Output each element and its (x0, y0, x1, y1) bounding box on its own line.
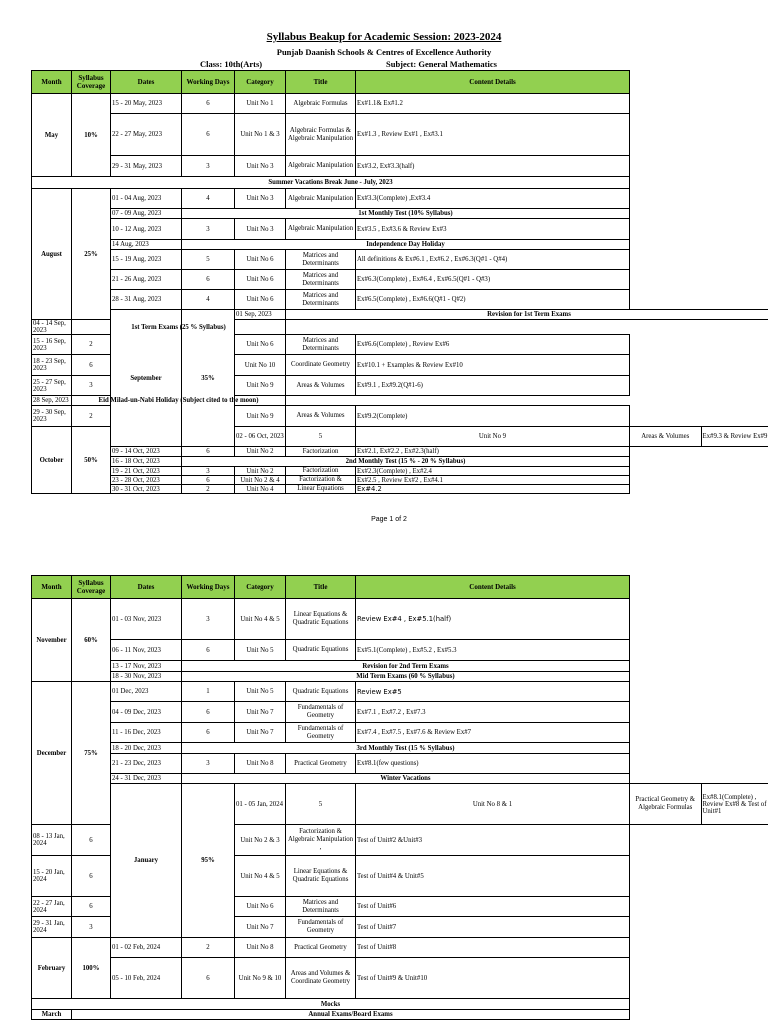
content-details-cell: Ex#3.3(Complete) ,Ex#3.4 (356, 189, 630, 209)
full-width-event-label: Summer Vacations Break June - July, 2023 (32, 177, 630, 189)
event-label: Winter Vacations (182, 774, 630, 784)
title-cell: Matrices and Determinants (286, 290, 356, 310)
page-number: Page 1 of 2 (371, 516, 407, 523)
event-row (32, 396, 768, 406)
month-cell: January (111, 784, 182, 938)
table-row (32, 189, 768, 209)
category-cell: Unit No 9 (356, 427, 630, 447)
content-details-cell: Ex#9.3 & Review Ex#9 (701, 427, 768, 447)
title-cell: Matrices and Determinants (286, 270, 356, 290)
event-label: Eid Milad-un-Nabi Holiday (Subject cited to the moon) (72, 396, 286, 406)
category-cell: Unit No 3 (235, 189, 286, 209)
content-details-cell: Ex#8.1(Complete) , Review Ex#8 & Test of Unit#1 (701, 784, 768, 825)
dates-cell: 22 - 27 Jan, 2024 (32, 897, 72, 917)
working-days-cell: 6 (182, 723, 235, 743)
month-cell: March (32, 1010, 72, 1020)
content-details-cell: Ex#2.5 , Review Ex#2 , Ex#4.1 (356, 476, 630, 485)
category-cell: Unit No 4 & 5 (235, 599, 286, 640)
dates-cell: 14 Aug, 2023 (111, 240, 182, 250)
title-cell: Factorization & (286, 476, 356, 485)
dates-cell: 18 - 30 Nov, 2023 (111, 672, 182, 682)
column-header-content-details: Content Details (356, 71, 630, 94)
dates-cell: 22 - 27 May, 2023 (111, 114, 182, 156)
event-row (32, 457, 768, 467)
dates-cell: 29 - 31 May, 2023 (111, 156, 182, 177)
event-label: 3rd Monthly Test (15 % Syllabus) (182, 743, 630, 754)
title-cell: Matrices and Determinants (286, 897, 356, 917)
dates-cell: 21 - 23 Dec, 2023 (111, 754, 182, 774)
content-details-cell: Ex#6.6(Complete) , Review Ex#6 (356, 335, 630, 355)
column-header-working-days: Working Days (182, 71, 235, 94)
content-details-cell: Test of Unit#9 & Unit#10 (356, 958, 630, 999)
column-header-title: Title (286, 71, 356, 94)
table-row (32, 447, 768, 457)
column-header-category: Category (235, 576, 286, 599)
working-days-cell: 3 (182, 754, 235, 774)
category-cell: Unit No 3 (235, 219, 286, 240)
content-details-cell: All definitions & Ex#6.1 , Ex#6.2 , Ex#6.3(Q#1 - Q#4) (356, 250, 630, 270)
category-cell: Unit No 8 & 1 (356, 784, 630, 825)
working-days-cell: 3 (72, 917, 111, 938)
category-cell: Unit No 1 & 3 (235, 114, 286, 156)
table-row (32, 702, 768, 723)
table-row (32, 640, 768, 661)
dates-cell: 06 - 11 Nov, 2023 (111, 640, 182, 661)
coverage-cell: 10% (72, 94, 111, 177)
content-details-cell: Ex#2.3(Complete) , Ex#2.4 (356, 467, 630, 476)
title-cell: Areas and Volumes & Coordinate Geometry (286, 958, 356, 999)
coverage-cell: 60% (72, 599, 111, 682)
document-subtitle: Punjab Daanish Schools & Centres of Excellence Authority (276, 47, 492, 57)
title-cell: Practical Geometry (286, 754, 356, 774)
category-cell: Unit No 2 (235, 467, 286, 476)
working-days-cell: 2 (72, 406, 111, 427)
coverage-cell: 100% (72, 938, 111, 999)
title-cell: Factorization (286, 447, 356, 457)
dates-cell: 25 - 27 Sep, 2023 (32, 376, 72, 396)
dates-cell: 16 - 18 Oct, 2023 (111, 457, 182, 467)
dates-cell: 10 - 12 Aug, 2023 (111, 219, 182, 240)
dates-cell: 15 - 16 Sep, 2023 (32, 335, 72, 355)
category-cell: Unit No 9 (235, 406, 286, 427)
dates-cell: 01 Dec, 2023 (111, 682, 182, 702)
working-days-cell: 3 (182, 599, 235, 640)
category-cell: Unit No 2 & 4 (235, 476, 286, 485)
dates-cell: 15 - 20 Jan, 2024 (32, 856, 72, 897)
title-cell: Quadratic Equations (286, 640, 356, 661)
title-cell: Fundamentals of Geometry (286, 723, 356, 743)
full-width-event-label: Mocks (32, 999, 630, 1010)
content-details-cell: Ex#8.1(few questions) (356, 754, 630, 774)
event-label: Revision for 2nd Term Exams (182, 661, 630, 672)
dates-cell: 05 - 10 Feb, 2024 (111, 958, 182, 999)
content-details-cell: Test of Unit#2 &Unit#3 (356, 825, 630, 856)
title-cell: Coordinate Geometry (286, 355, 356, 376)
table-row (32, 784, 768, 825)
column-header-dates: Dates (111, 576, 182, 599)
table-body (32, 94, 768, 494)
working-days-cell: 6 (182, 476, 235, 485)
title-cell: Areas & Volumes (630, 427, 702, 447)
event-row (32, 661, 768, 672)
month-cell: February (32, 938, 72, 999)
category-cell: Unit No 7 (235, 723, 286, 743)
dates-cell: 24 - 31 Dec, 2023 (111, 774, 182, 784)
dates-cell: 13 - 17 Nov, 2023 (111, 661, 182, 672)
syllabus-table-page-1 (31, 70, 768, 494)
event-row (32, 743, 768, 754)
working-days-cell: 3 (182, 219, 235, 240)
table-row (32, 250, 768, 270)
working-days-cell: 4 (182, 189, 235, 209)
category-cell: Unit No 4 (235, 485, 286, 494)
table-row (32, 467, 768, 476)
content-details-cell: Ex#6.5(Complete) , Ex#6.6(Q#1 - Q#2) (356, 290, 630, 310)
table-row (32, 1010, 768, 1020)
table-header-row (32, 576, 768, 599)
dates-cell: 01 Sep, 2023 (235, 310, 286, 320)
event-label: 2nd Monthly Test (15 % - 20 % Syllabus) (182, 457, 630, 467)
category-cell: Unit No 5 (235, 640, 286, 661)
title-cell: Algebraic Manipulation (286, 156, 356, 177)
working-days-cell: 6 (182, 114, 235, 156)
dates-cell: 30 - 31 Oct, 2023 (111, 485, 182, 494)
table-row (32, 476, 768, 485)
dates-cell: 04 - 14 Sep, 2023 (32, 320, 72, 335)
category-cell: Unit No 8 (235, 938, 286, 958)
content-details-cell: Review Ex#5 (356, 682, 630, 702)
table-row (32, 723, 768, 743)
category-cell: Unit No 6 (235, 335, 286, 355)
content-details-cell: Ex#10.1 + Examples & Review Ex#10 (356, 355, 630, 376)
coverage-cell: 25% (72, 189, 111, 320)
month-cell: December (32, 682, 72, 825)
month-cell: September (111, 310, 182, 447)
category-cell: Unit No 2 & 3 (235, 825, 286, 856)
working-days-cell: 5 (182, 250, 235, 270)
content-details-cell: Ex#3.2, Ex#3.3(half) (356, 156, 630, 177)
dates-cell: 07 - 09 Aug, 2023 (111, 209, 182, 219)
content-details-cell: Review Ex#4 , Ex#5.1(half) (356, 599, 630, 640)
category-cell: Unit No 1 (235, 94, 286, 114)
column-header-dates: Dates (111, 71, 182, 94)
table-row (32, 219, 768, 240)
category-cell: Unit No 9 & 10 (235, 958, 286, 999)
coverage-cell: 95% (182, 784, 235, 938)
month-cell: November (32, 599, 72, 682)
dates-cell: 19 - 21 Oct, 2023 (111, 467, 182, 476)
coverage-cell: 35% (182, 310, 235, 447)
title-cell: Algebraic Manipulation (286, 189, 356, 209)
category-cell: Unit No 8 (235, 754, 286, 774)
category-cell: Unit No 6 (235, 270, 286, 290)
working-days-cell: 4 (182, 290, 235, 310)
table-row (32, 485, 768, 494)
event-label: Revision for 1st Term Exams (286, 310, 768, 320)
title-cell: Practical Geometry & Algebraic Formulas (630, 784, 702, 825)
working-days-cell: 6 (182, 447, 235, 457)
title-cell: Algebraic Formulas & Algebraic Manipulation (286, 114, 356, 156)
working-days-cell: 2 (182, 485, 235, 494)
content-details-cell: Test of Unit#8 (356, 938, 630, 958)
table-row (32, 114, 768, 156)
content-details-cell: Test of Unit#6 (356, 897, 630, 917)
content-details-cell: Test of Unit#7 (356, 917, 630, 938)
working-days-cell: 6 (72, 856, 111, 897)
working-days-cell: 6 (182, 640, 235, 661)
working-days-cell: 3 (182, 156, 235, 177)
event-row (32, 240, 768, 250)
content-details-cell: Ex#3.5 , Ex#3.6 & Review Ex#3 (356, 219, 630, 240)
column-header-coverage: Syllabus Coverage (72, 576, 111, 599)
content-details-cell: Ex#1.3 , Review Ex#1 , Ex#3.1 (356, 114, 630, 156)
table-row (32, 938, 768, 958)
working-days-cell: 3 (72, 376, 111, 396)
working-days-cell: 6 (182, 94, 235, 114)
month-cell: October (32, 427, 72, 494)
title-cell: Algebraic Formulas (286, 94, 356, 114)
table-row (32, 270, 768, 290)
content-details-cell: Ex#2.1, Ex#2.2 , Ex#2.3(half) (356, 447, 630, 457)
content-details-cell: Test of Unit#4 & Unit#5 (356, 856, 630, 897)
title-cell: Practical Geometry (286, 938, 356, 958)
dates-cell: 28 Sep, 2023 (32, 396, 72, 406)
working-days-cell: 5 (286, 784, 356, 825)
dates-cell: 02 - 06 Oct, 2023 (235, 427, 286, 447)
content-details-cell: Ex#6.3(Complete) , Ex#6.4 , Ex#6.5(Q#1 - Q#3) (356, 270, 630, 290)
column-header-coverage: Syllabus Coverage (72, 71, 111, 94)
vacation-row (32, 177, 768, 189)
working-days-cell: 1 (182, 682, 235, 702)
title-cell: Linear Equations & Quadratic Equations (286, 856, 356, 897)
category-cell: Unit No 6 (235, 250, 286, 270)
table-row (32, 156, 768, 177)
table-row (32, 94, 768, 114)
working-days-cell: 2 (182, 938, 235, 958)
dates-cell: 15 - 19 Aug, 2023 (111, 250, 182, 270)
event-row (32, 320, 768, 335)
vacation-row (32, 999, 768, 1010)
working-days-cell: 3 (182, 467, 235, 476)
dates-cell: 01 - 03 Nov, 2023 (111, 599, 182, 640)
dates-cell: 21 - 26 Aug, 2023 (111, 270, 182, 290)
class-label: Class: 10th(Arts) (200, 59, 263, 69)
category-cell: Unit No 2 (235, 447, 286, 457)
dates-cell: 29 - 30 Sep, 2023 (32, 406, 72, 427)
month-cell: May (32, 94, 72, 177)
content-details-cell: Ex#5.1(Complete) , Ex#5.2 , Ex#5.3 (356, 640, 630, 661)
event-label: Independence Day Holiday (182, 240, 630, 250)
title-cell: Factorization (286, 467, 356, 476)
table-row (32, 290, 768, 310)
category-cell: Unit No 7 (235, 917, 286, 938)
coverage-cell: 50% (72, 427, 111, 494)
dates-cell: 08 - 13 Jan, 2024 (32, 825, 72, 856)
title-cell: Matrices and Determinants (286, 250, 356, 270)
column-header-month: Month (32, 576, 72, 599)
event-label: Annual Exams/Board Exams (72, 1010, 630, 1020)
table-row (32, 599, 768, 640)
content-details-cell: Ex#4.2 (356, 485, 630, 494)
dates-cell: 18 - 23 Sep, 2023 (32, 355, 72, 376)
dates-cell: 23 - 28 Oct, 2023 (111, 476, 182, 485)
content-details-cell: Ex#1.1& Ex#1.2 (356, 94, 630, 114)
title-cell: Factorization & Algebraic Manipulation , (286, 825, 356, 856)
column-header-content-details: Content Details (356, 576, 630, 599)
dates-cell: 09 - 14 Oct, 2023 (111, 447, 182, 457)
title-cell: Matrices and Determinants (286, 335, 356, 355)
dates-cell: 01 - 02 Feb, 2024 (111, 938, 182, 958)
dates-cell: 01 - 05 Jan, 2024 (235, 784, 286, 825)
column-header-category: Category (235, 71, 286, 94)
event-row (32, 774, 768, 784)
content-details-cell: Ex#9.1 , Ex#9.2(Q#1-6) (356, 376, 630, 396)
dates-cell: 28 - 31 Aug, 2023 (111, 290, 182, 310)
category-cell: Unit No 5 (235, 682, 286, 702)
content-details-cell: Ex#9.2(Complete) (356, 406, 630, 427)
content-details-cell: Ex#7.1 , Ex#7.2 , Ex#7.3 (356, 702, 630, 723)
title-cell: Fundamentals of Geometry (286, 702, 356, 723)
event-label: 1st Term Exams (25 % Syllabus) (72, 320, 286, 335)
subject-label: Subject: General Mathematics (386, 59, 497, 69)
category-cell: Unit No 3 (235, 156, 286, 177)
table-row (32, 754, 768, 774)
category-cell: Unit No 6 (235, 290, 286, 310)
dates-cell: 04 - 09 Dec, 2023 (111, 702, 182, 723)
title-cell: Areas & Volumes (286, 406, 356, 427)
title-cell: Quadratic Equations (286, 682, 356, 702)
title-cell: Areas & Volumes (286, 376, 356, 396)
table-header-row (32, 71, 768, 94)
category-cell: Unit No 4 & 5 (235, 856, 286, 897)
column-header-month: Month (32, 71, 72, 94)
title-cell: Linear Equations & Quadratic Equations (286, 599, 356, 640)
event-row (32, 310, 768, 320)
title-cell: Linear Equations (286, 485, 356, 494)
working-days-cell: 6 (182, 270, 235, 290)
dates-cell: 18 - 20 Dec, 2023 (111, 743, 182, 754)
event-label: Mid Term Exams (60 % Syllabus) (182, 672, 630, 682)
working-days-cell: 6 (72, 825, 111, 856)
document-title: Syllabus Beakup for Academic Session: 2023-2024 (266, 31, 502, 43)
working-days-cell: 2 (72, 335, 111, 355)
syllabus-table-page-2 (31, 575, 768, 1020)
coverage-cell: 75% (72, 682, 111, 825)
title-cell: Algebraic Manipulation (286, 219, 356, 240)
category-cell: Unit No 10 (235, 355, 286, 376)
table-body (32, 599, 768, 1020)
event-row (32, 672, 768, 682)
dates-cell: 11 - 16 Dec, 2023 (111, 723, 182, 743)
dates-cell: 15 - 20 May, 2023 (111, 94, 182, 114)
dates-cell: 01 - 04 Aug, 2023 (111, 189, 182, 209)
working-days-cell: 6 (182, 702, 235, 723)
content-details-cell: Ex#7.4 , Ex#7.5 , Ex#7.6 & Review Ex#7 (356, 723, 630, 743)
category-cell: Unit No 6 (235, 897, 286, 917)
working-days-cell: 6 (72, 897, 111, 917)
month-cell: August (32, 189, 72, 320)
working-days-cell: 6 (182, 958, 235, 999)
working-days-cell: 6 (72, 355, 111, 376)
table-row (32, 958, 768, 999)
title-cell: Fundamentals of Geometry (286, 917, 356, 938)
category-cell: Unit No 7 (235, 702, 286, 723)
event-label: 1st Monthly Test (10% Syllabus) (182, 209, 630, 219)
category-cell: Unit No 9 (235, 376, 286, 396)
column-header-title: Title (286, 576, 356, 599)
event-row (32, 209, 768, 219)
column-header-working-days: Working Days (182, 576, 235, 599)
table-row (32, 682, 768, 702)
dates-cell: 29 - 31 Jan, 2024 (32, 917, 72, 938)
working-days-cell: 5 (286, 427, 356, 447)
